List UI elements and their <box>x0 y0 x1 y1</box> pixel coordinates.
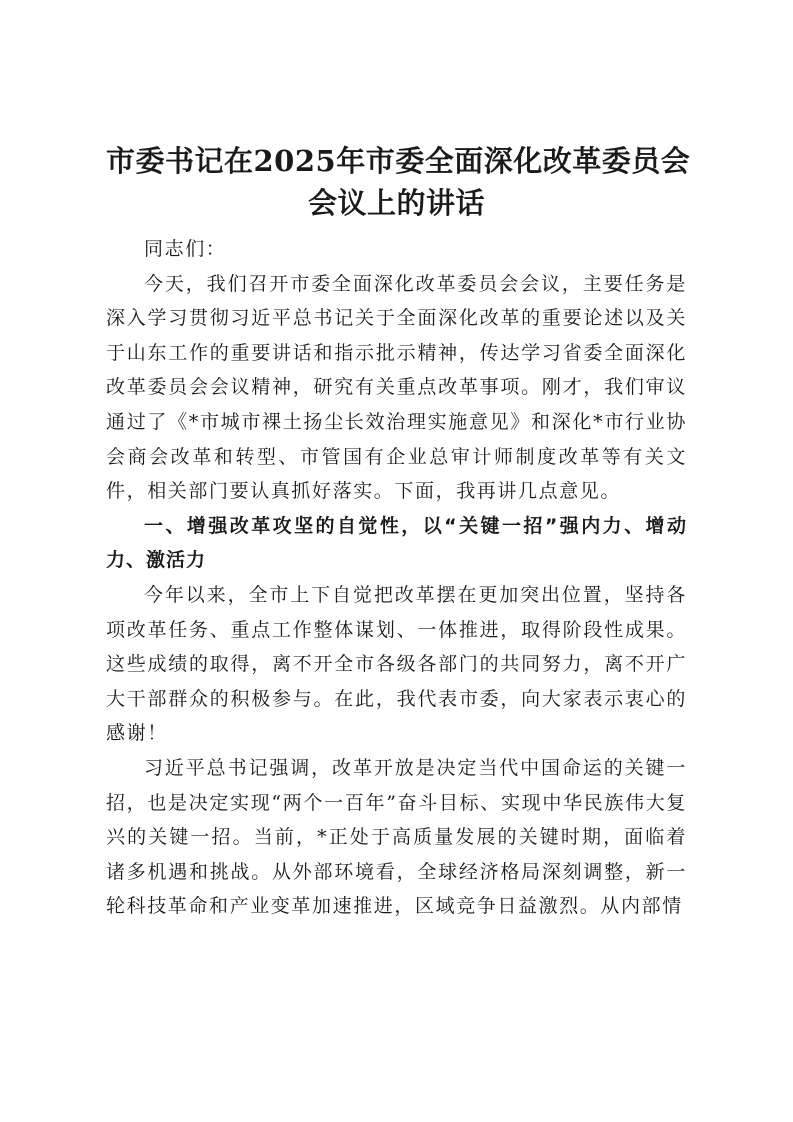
title-line-2: 会议上的讲话 <box>307 186 485 220</box>
section-heading-1: 一、增强改革攻坚的自觉性，以“关键一招”强内力、增动力、激活力 <box>106 514 687 572</box>
paragraph-key-move: 习近平总书记强调，改革开放是决定当代中国命运的关键一招，也是决定实现“两个一百年”奋斗目标、实现中华民族伟大复兴的关键一招。当前，*正处于高质量发展的关键时期，面临着诸多机遇和挑战。从外部环境看，全球经济格局深刻调整，新一轮科技革命和产业变革加速推进，区域竞争日益激烈。从内部情 <box>106 756 687 918</box>
salutation: 同志们： <box>144 238 227 260</box>
paragraph-achievements: 今年以来，全市上下自觉把改革摆在更加突出位置，坚持各项改革任务、重点工作整体谋划、一体推进，取得阶段性成果。这些成绩的取得，离不开全市各级各部门的共同努力，离不开广大干部群众的积极参与。在此，我代表市委，向大家表示衷心的感谢！ <box>106 583 687 745</box>
document-title <box>106 140 691 224</box>
paragraph-intro: 今天，我们召开市委全面深化改革委员会会议，主要任务是深入学习贯彻习近平总书记关于全面深化改革的重要论述以及关于山东工作的重要讲话和指示批示精神，传达学习省委全面深化改革委员会会议精神，研究有关重点改革事项。刚才，我们审议通过了《*市城市裸土扬尘长效治理实施意见》和深化*市行业协会商会改革和转型、市管国有企业总审计师制度改革等有关文件，相关部门要认真抓好落实。下面，我再讲几点意见。 <box>106 272 687 503</box>
title-line-1: 市委书记在2025年市委全面深化改革委员会 <box>106 144 691 178</box>
document-body <box>106 232 687 924</box>
